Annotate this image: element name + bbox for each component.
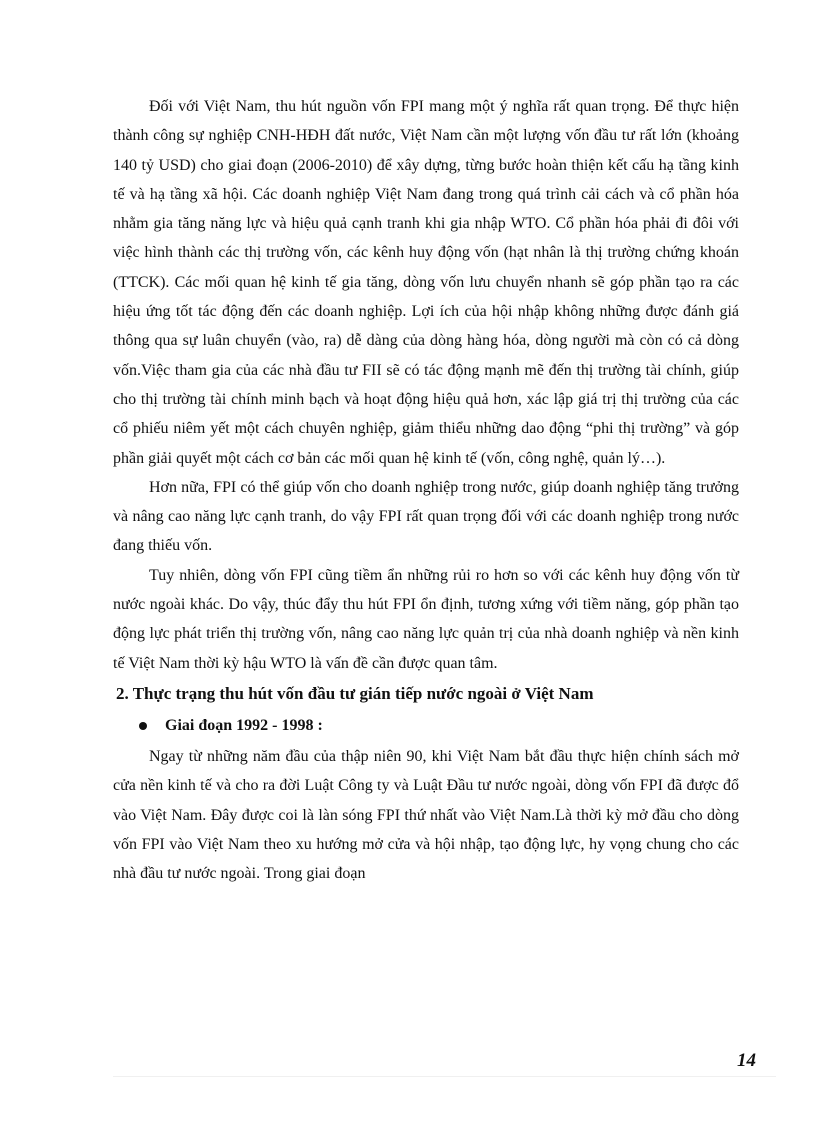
paragraph-period-1992-1998: Ngay từ những năm đầu của thập niên 90, khi Việt Nam bắt đầu thực hiện chính sách mở cửa nền kinh tế và cho ra đời Luật Công ty và Luật Đầu tư nước ngoài, dòng vốn FPI đã được đổ vào Việt Nam. Đây được coi là làn sóng FPI thứ nhất vào Việt Nam.Là thời kỳ mở đầu cho dòng vốn FPI vào Việt Nam theo xu hướng mở cửa và hội nhập, tạo động lực, hy vọng chung cho các nhà đầu tư nước ngoài. Trong giai đoạn xyxy=(113,747,739,883)
bullet-label: Giai đoạn 1992 - 1998 : xyxy=(165,717,323,735)
bullet-dot-icon xyxy=(139,722,147,730)
section-heading: 2. Thực trạng thu hút vốn đầu tư gián tiếp nước ngoài ở Việt Nam xyxy=(116,683,594,703)
paragraph-importance-of-fpi: Đối với Việt Nam, thu hút nguồn vốn FPI mang một ý nghĩa rất quan trọng. Để thực hiện thành công sự nghiệp CNH-HĐH đất nước, Việt Nam cần một lượng vốn đầu tư rất lớn (khoảng 140 tỷ USD) cho giai đoạn (2006-2010) để xây dựng, từng bước hoàn thiện kết cấu hạ tầng kinh tế và hạ tầng xã hội. Các doanh nghiệp Việt Nam đang trong quá trình cải cách và cổ phần hóa nhằm gia tăng năng lực và hiệu quả cạnh tranh khi gia nhập WTO. Cổ phần hóa phải đi đôi với việc hình thành các thị trường vốn, các kênh huy động vốn (hạt nhân là thị trường chứng khoán (TTCK). Các mối quan hệ kinh tế gia tăng, dòng vốn lưu chuyển nhanh sẽ góp phần tạo ra các hiệu ứng tốt tác động đến các doanh nghiệp. Lợi ích của hội nhập không những được đánh giá thông qua sự luân chuyển (vào, ra) dễ dàng của dòng hàng hóa, dòng người mà còn có cả dòng vốn.Việc tham gia của các nhà đầu tư FII sẽ có tác động mạnh mẽ đến thị trường tài chính, giúp cho thị trường tài chính minh bạch và hoạt động hiệu quả hơn, xác lập giá trị thị trường của các cổ phiếu niêm yết một cách chuyên nghiệp, giảm thiểu những dao động “phi thị trường” và góp phần giải quyết một cách cơ bản các mối quan hệ kinh tế (vốn, công nghệ, quản lý…). xyxy=(113,98,739,467)
footer-divider xyxy=(113,1076,776,1077)
page-content xyxy=(113,92,739,888)
paragraph-fpi-risks: Tuy nhiên, dòng vốn FPI cũng tiềm ẩn những rủi ro hơn so với các kênh huy động vốn từ nước ngoài khác. Do vậy, thúc đẩy thu hút FPI ổn định, tương xứng với tiềm năng, góp phần tạo động lực phát triển thị trường vốn, nâng cao năng lực quản trị của nhà doanh nghiệp và nền kinh tế Việt Nam thời kỳ hậu WTO là vấn đề cần được quan tâm. xyxy=(113,566,739,672)
paragraph-fpi-benefits: Hơn nữa, FPI có thể giúp vốn cho doanh nghiệp trong nước, giúp doanh nghiệp tăng trưởng và nâng cao năng lực cạnh tranh, do vậy FPI rất quan trọng đối với các doanh nghiệp trong nước đang thiếu vốn. xyxy=(113,478,739,555)
bullet-item-period xyxy=(113,710,739,742)
page-number: 14 xyxy=(737,1050,756,1071)
